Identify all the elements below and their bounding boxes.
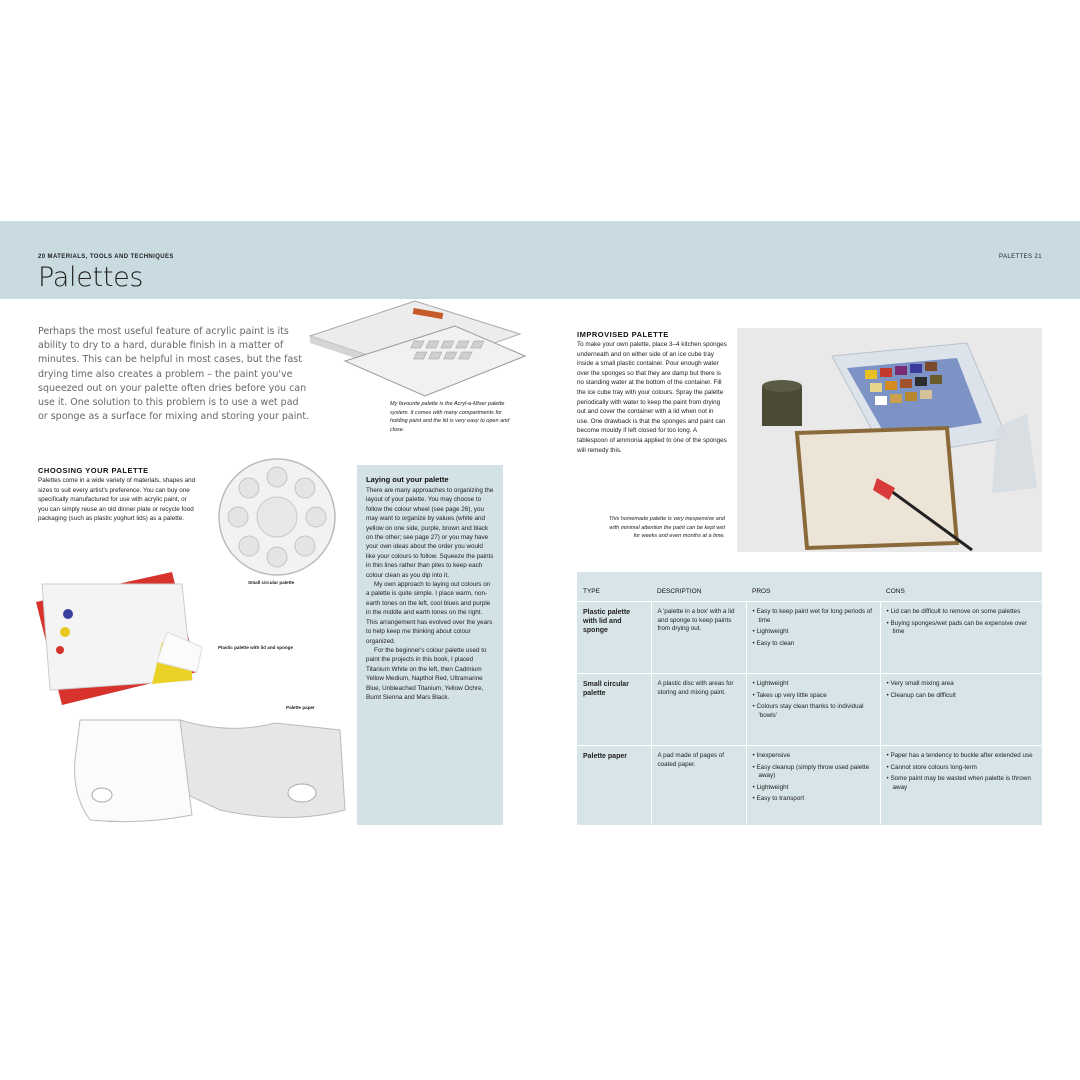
intro-paragraph: Perhaps the most useful feature of acrylic paint is its ability to dry to a hard, durable finish in a matter of minutes. This can be helpful in most cases, but the fast drying time also creates a problem – the paint you've squeezed out on your palette often dries before you can use it. One solution to this problem is to use a wet pad or sponge as a surface for mixing and storing your paint. xyxy=(38,326,310,423)
top-photo-caption: My favourite palette is the Acryl-a-Miser palette system. It comes with many compartments for holding paint and the lid is very easy to open and close. xyxy=(390,401,510,433)
sidebar-paragraph-2: My own approach to laying out colours on a palette is quite simple. I place warm, non-earth tones on the left, cool blues and purple in the middle and earth tones on the right. This arrangement has evolved over the years to help keep me thinking about colour organized. xyxy=(366,581,493,645)
improvised-palette-image xyxy=(737,328,1042,552)
row-cons xyxy=(880,746,1042,824)
pro-item: • Easy to keep paint wet for long periods of time xyxy=(753,608,874,625)
header-band xyxy=(0,221,1080,299)
running-head-right: PALETTES 21 xyxy=(999,254,1042,260)
row-type: Small circular palette xyxy=(577,674,651,746)
sidebar-paragraph-1: There are many approaches to organizing the layout of your palette. You may choose to follow the colour wheel (see page 26), you may want to organize by values (white and yellow on one side, purple, brown and black on the other; see page 27) or you may have your own ideas about the order you would like your colours to follow. Squeeze the paints in thin lines rather than piles to keep each colour clean as you dip into it. xyxy=(366,487,494,579)
running-head-left: 20 MATERIALS, TOOLS AND TECHNIQUES xyxy=(38,254,174,260)
row-description: A plastic disc with areas for storing and mixing paint. xyxy=(651,674,746,746)
pro-item: • Takes up very little space xyxy=(753,692,874,701)
row-type: Plastic palette with lid and sponge xyxy=(577,602,651,674)
row-type: Palette paper xyxy=(577,746,651,824)
plastic-palette-image xyxy=(32,572,212,707)
pro-item: • Inexpensive xyxy=(753,752,874,761)
row-pros xyxy=(746,746,880,824)
pro-item: • Lightweight xyxy=(753,680,874,689)
row-description: A pad made of pages of coated paper. xyxy=(651,746,746,824)
pro-item: • Easy to transport xyxy=(753,795,874,804)
table-header-description: DESCRIPTION xyxy=(651,572,746,602)
con-item: • Paper has a tendency to buckle after extended use xyxy=(887,752,1037,761)
row-cons xyxy=(880,602,1042,674)
con-item: • Lid can be difficult to remove on some palettes xyxy=(887,608,1037,617)
table-header-type: TYPE xyxy=(577,572,651,602)
layout-sidebar xyxy=(357,465,503,825)
table-header-pros: PROS xyxy=(746,572,880,602)
choosing-text: Palettes come in a wide variety of materials, shapes and sizes to suit every artist's preference. You can buy one specifically manufactured for use with acrylic paint, or you can simply reuse an old dinner plate or recycle food packaging (such as plastic yoghurt lids) as a palette. xyxy=(38,477,196,523)
sidebar-paragraph-3: For the beginner's colour palette used to paint the projects in this book, I placed Titanium White on the left, then Cadmium Yellow Medium, Napthol Red, Ultramarine Blue, Unbleached Titanium, Yellow Ochre, Burnt Sienna and Mars Black. xyxy=(366,646,487,701)
row-pros xyxy=(746,602,880,674)
table-row xyxy=(577,602,1042,674)
acryl-a-miser-palette-image xyxy=(305,296,530,401)
improvised-caption: This homemade palette is very inexpensive and with minimal attention the paint can be kept wet for weeks and even months at a time. xyxy=(608,516,725,539)
row-description: A 'palette in a box' with a lid and sponge to keep paints from drying out. xyxy=(651,602,746,674)
row-cons xyxy=(880,674,1042,746)
con-item: • Cannot store colours long-term xyxy=(887,764,1037,773)
table-row xyxy=(577,674,1042,746)
pro-item: • Lightweight xyxy=(753,628,874,637)
pro-item: • Easy to clean xyxy=(753,640,874,649)
con-item: • Cleanup can be difficult xyxy=(887,692,1037,701)
row-pros xyxy=(746,674,880,746)
improvised-heading: IMPROVISED PALETTE xyxy=(577,330,669,339)
pro-item: • Easy cleanup (simply throw used palette away) xyxy=(753,764,874,781)
sidebar-heading: Laying out your palette xyxy=(366,475,449,484)
improvised-text: To make your own palette, place 3–4 kitchen sponges underneath and on either side of an ice cube tray inside a small plastic container. Pour enough water over the sponges so that they are damp but there is no standing water at the bottom of the container. Fill the ice cube tray with your colours. Spray the palette periodically with water to keep the paint from drying out and cover the container with a lid when not in use. One drawback is that the sponges and paint can become mouldy if left closed for too long. A tablespoon of ammonia applied to one of the sponges will remedy this. xyxy=(577,341,727,454)
circular-palette-label: Small circular palette xyxy=(248,580,295,585)
palette-comparison-table xyxy=(577,572,1042,825)
pro-item: • Lightweight xyxy=(753,784,874,793)
table-header-cons: CONS xyxy=(880,572,1042,602)
page-title: Palettes xyxy=(38,262,144,293)
pro-item: • Colours stay clean thanks to individual 'bowls' xyxy=(753,703,874,720)
plastic-palette-label: Plastic palette with lid and sponge xyxy=(218,645,294,650)
con-item: • Some paint may be wasted when palette is thrown away xyxy=(887,775,1037,792)
table-row xyxy=(577,746,1042,824)
con-item: • Very small mixing area xyxy=(887,680,1037,689)
choosing-heading: CHOOSING YOUR PALETTE xyxy=(38,466,149,475)
palette-paper-image xyxy=(70,715,350,835)
circular-palette-image xyxy=(215,455,340,580)
con-item: • Buying sponges/wet pads can be expensive over time xyxy=(887,620,1037,637)
palette-paper-label: Palette paper xyxy=(286,705,315,710)
